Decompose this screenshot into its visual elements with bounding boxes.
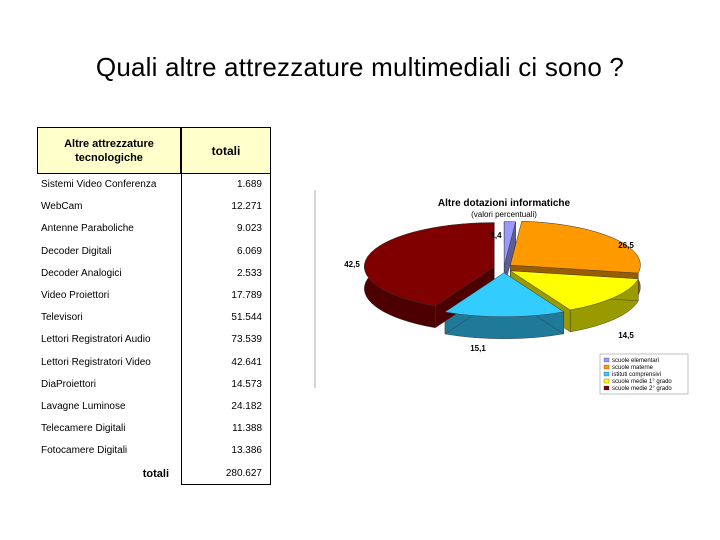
row-label: Decoder Analogici xyxy=(41,267,122,279)
row-value: 1.689 xyxy=(181,174,271,196)
table-row xyxy=(37,241,271,263)
table-row xyxy=(37,218,271,240)
chart-subtitle: (valori percentuali) xyxy=(471,210,537,219)
row-label: Telecamere Digitali xyxy=(41,423,126,435)
total-row xyxy=(37,463,271,485)
row-label: Antenne Paraboliche xyxy=(41,223,134,235)
row-label: Fotocamere Digitali xyxy=(41,445,128,457)
row-value: 2.533 xyxy=(181,263,271,285)
table-row xyxy=(37,307,271,329)
row-label: Lettori Registratori Audio xyxy=(41,334,151,346)
header-label: Altre attrezzature tecnologiche xyxy=(37,127,181,174)
pie-slices xyxy=(364,221,640,339)
legend-label: scuole medie 1° grado xyxy=(612,379,672,385)
slice-label: 26,5 xyxy=(618,241,634,250)
row-label: Televisori xyxy=(41,312,83,324)
table-row xyxy=(37,396,271,418)
row-label: WebCam xyxy=(41,201,83,213)
row-value: 24.182 xyxy=(181,396,271,418)
table-row xyxy=(37,196,271,218)
legend-label: scuole elementari xyxy=(612,358,660,364)
chart-legend xyxy=(600,354,688,394)
row-label: Lettori Registratori Video xyxy=(41,356,151,368)
legend-label: scuole medie 2° grado xyxy=(612,386,672,392)
legend-swatch xyxy=(604,365,609,369)
row-value: 13.386 xyxy=(181,440,271,462)
legend-swatch xyxy=(604,358,609,362)
legend-swatch xyxy=(604,372,609,376)
total-value: 280.627 xyxy=(181,463,271,485)
legend-swatch xyxy=(604,379,609,383)
row-label: Video Proiettori xyxy=(41,290,110,301)
chart-title: Altre dotazioni informatiche xyxy=(437,198,571,209)
row-value: 73.539 xyxy=(181,329,271,351)
slice-label: 42,5 xyxy=(344,260,360,269)
legend-swatch xyxy=(604,386,609,390)
row-value: 12.271 xyxy=(181,196,271,218)
table-row xyxy=(37,329,271,351)
row-value: 42.641 xyxy=(181,352,271,374)
slide-title: Quali altre attrezzature multimediali ci sono ? xyxy=(95,52,625,82)
row-label: Sistemi Video Conferenza xyxy=(41,179,157,190)
row-label: Lavagne Luminose xyxy=(41,401,126,412)
slice-label: 15,1 xyxy=(470,344,486,353)
table-row xyxy=(37,174,271,196)
row-value: 6.069 xyxy=(181,241,271,263)
table-row xyxy=(37,440,271,462)
row-value: 51.544 xyxy=(181,307,271,329)
row-label: Decoder Digitali xyxy=(41,245,112,257)
legend-label: istituti comprensivi xyxy=(612,372,662,378)
header-total: totali xyxy=(181,127,271,174)
legend-label: scuole materne xyxy=(612,365,654,371)
slice-label: 14,5 xyxy=(618,331,634,340)
table-row xyxy=(37,418,271,440)
row-value: 9.023 xyxy=(181,218,271,240)
total-label: totali xyxy=(142,467,169,480)
table-row xyxy=(37,263,271,285)
row-label: DiaProiettori xyxy=(41,378,97,390)
table-row xyxy=(37,374,271,396)
row-value: 11.388 xyxy=(181,418,271,440)
slice-label: 1,4 xyxy=(490,231,502,240)
pie-chart xyxy=(314,188,690,396)
table-row xyxy=(37,352,271,374)
row-value: 17.789 xyxy=(181,285,271,307)
table-row xyxy=(37,285,271,307)
row-value: 14.573 xyxy=(181,374,271,396)
